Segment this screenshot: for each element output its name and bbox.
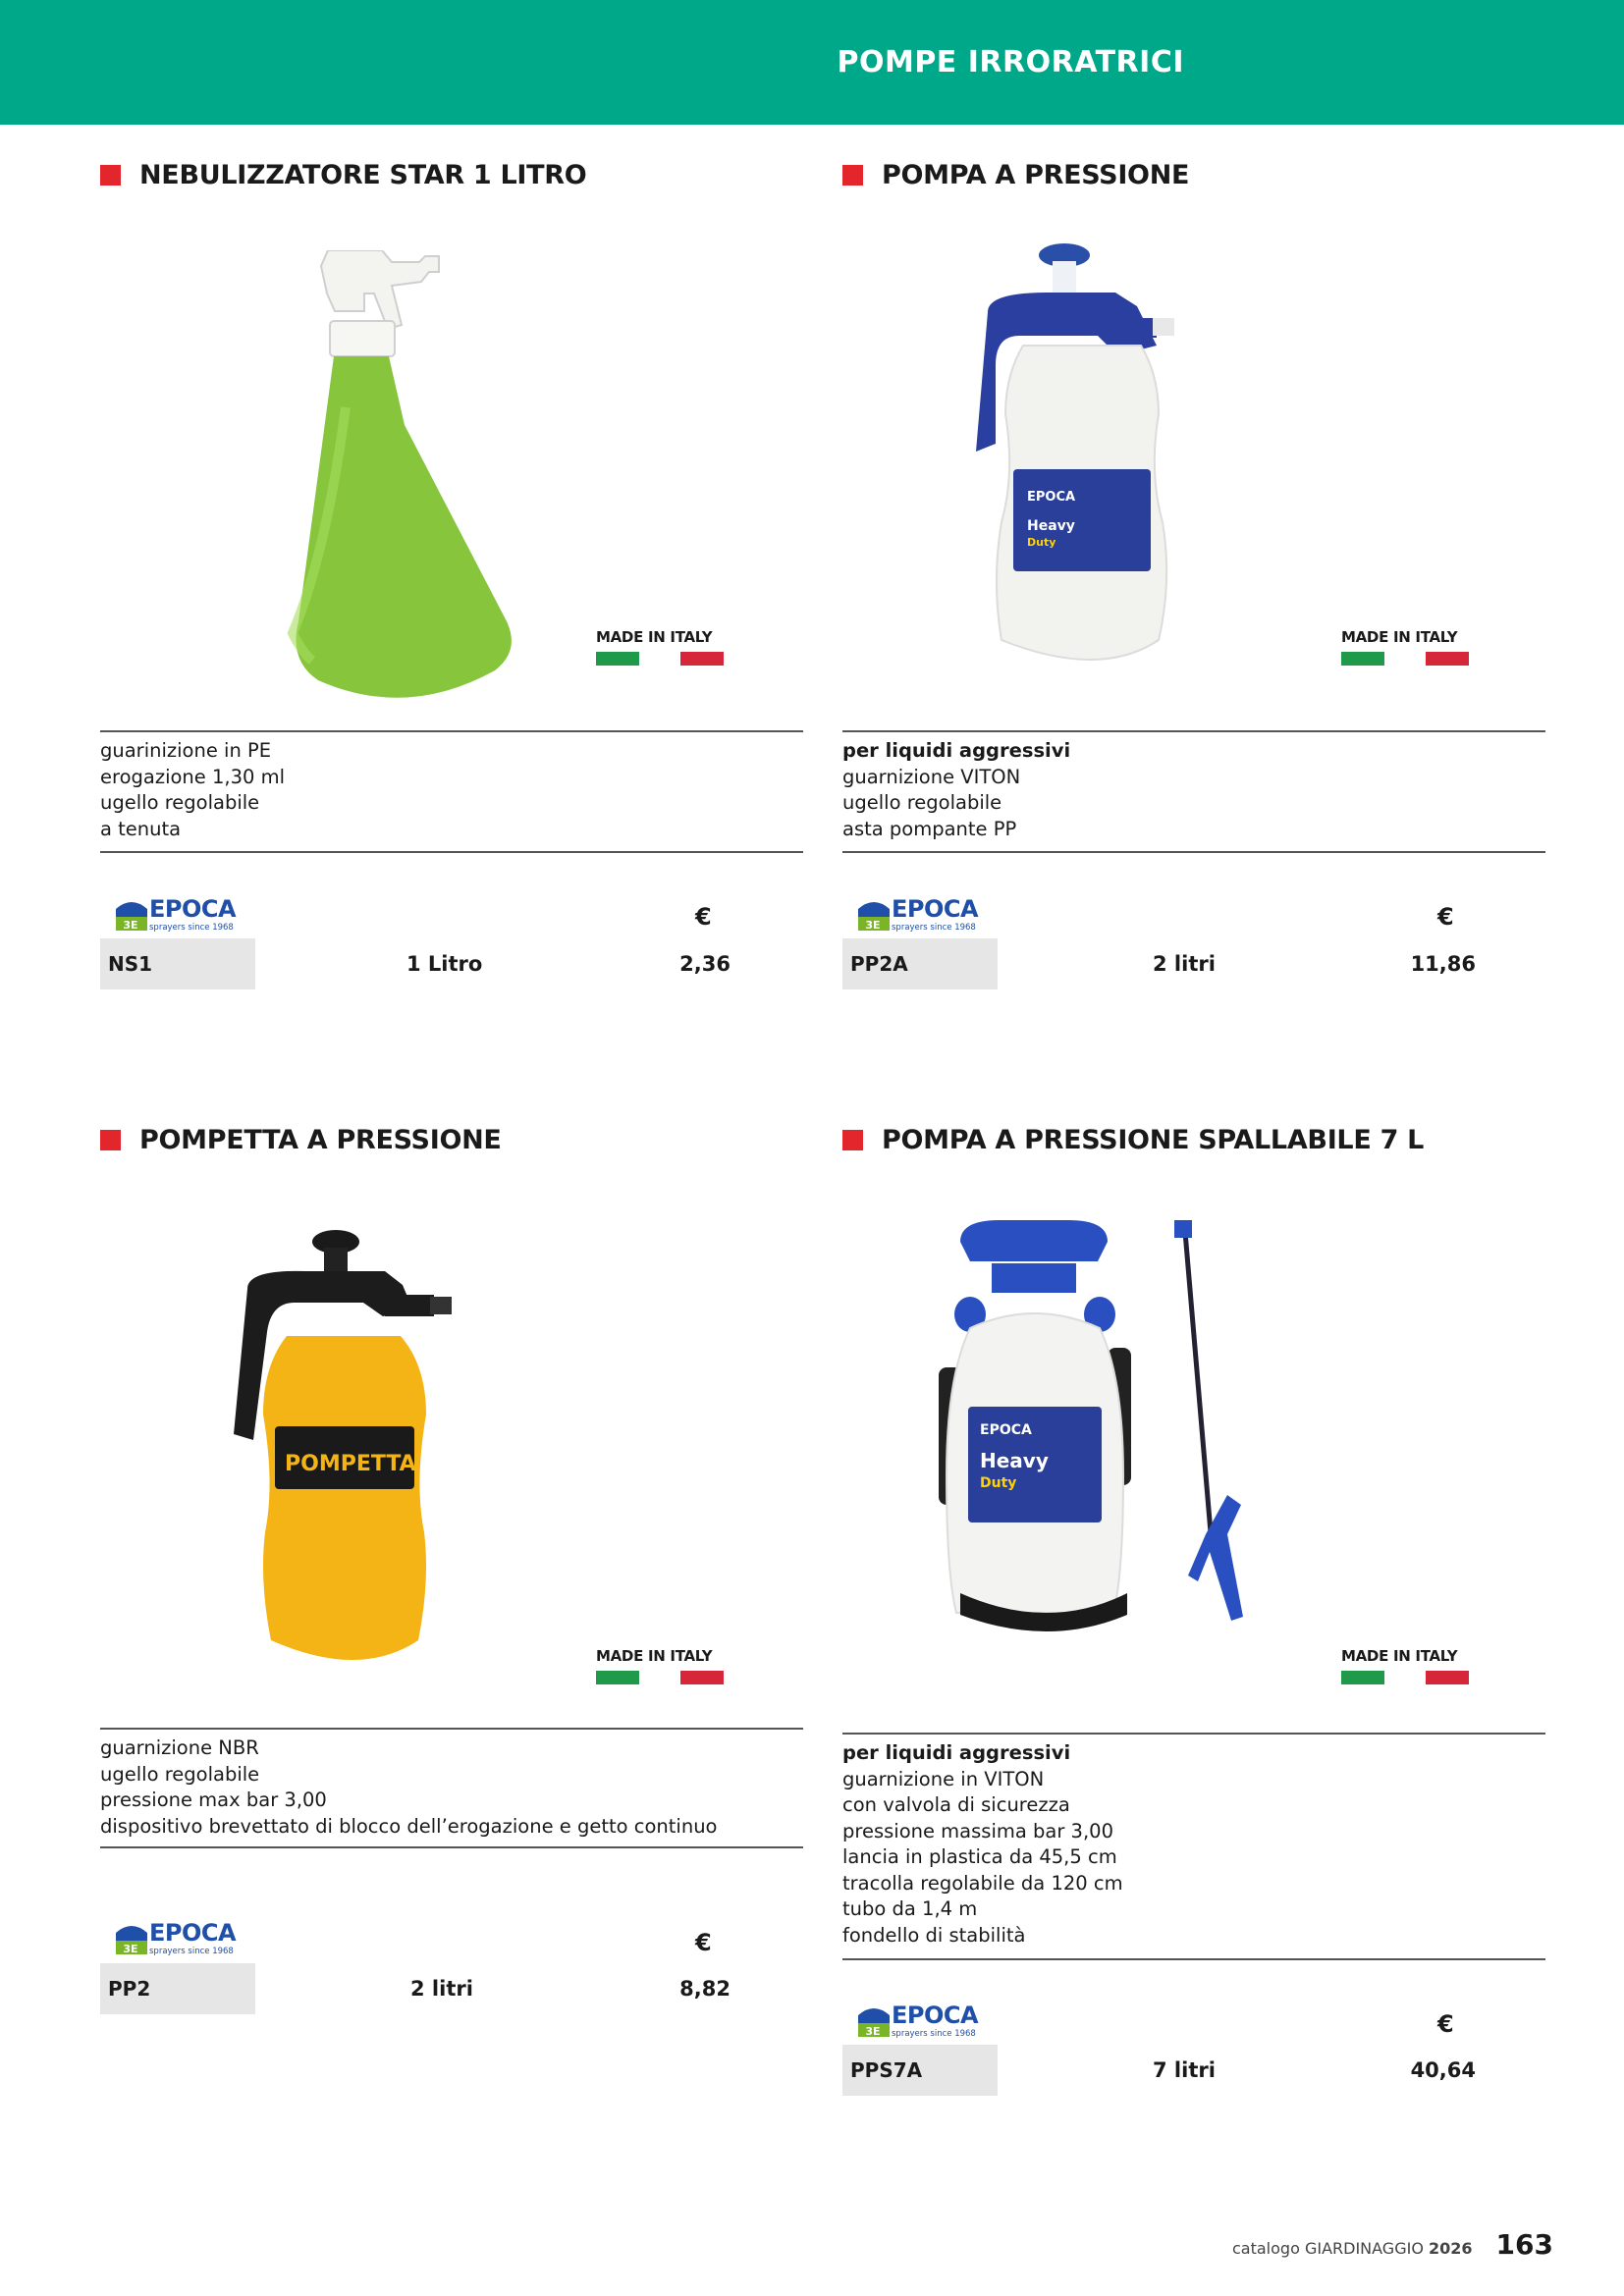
spec-line-highlight: per liquidi aggressivi <box>842 1741 1071 1764</box>
brand-tagline: sprayers since 1968 <box>892 2029 976 2039</box>
made-in-italy-label: MADE IN ITALY <box>596 1647 713 1665</box>
brand-name: EPOCA <box>149 1919 237 1947</box>
page-footer <box>1232 2228 1553 2261</box>
title-bullet <box>842 165 863 186</box>
spec-line: guarinizione in PE <box>100 739 272 762</box>
product-price: 2,36 <box>679 952 731 976</box>
product-price: 40,64 <box>1410 2058 1476 2082</box>
product-specs <box>842 1733 1545 1960</box>
product-card-pps7a <box>842 1122 1545 2104</box>
currency-symbol: € <box>1437 2010 1454 2038</box>
epoca-emblem-icon <box>114 897 147 931</box>
title-bullet <box>100 165 121 186</box>
spec-line: guarnizione in VITON <box>842 1767 1045 1790</box>
product-title-row <box>842 157 1189 192</box>
product-code-box <box>100 938 255 989</box>
bottle-label-epoca: EPOCA <box>980 1422 1032 1438</box>
spec-line: fondello di stabilità <box>842 1923 1026 1947</box>
product-title-row <box>842 1122 1424 1157</box>
spec-line-highlight: per liquidi aggressivi <box>842 739 1071 762</box>
product-size: 7 litri <box>1153 2058 1216 2082</box>
spec-line: erogazione 1,30 ml <box>100 765 286 788</box>
header-bar <box>0 0 1624 125</box>
bottle-label-duty: Duty <box>980 1475 1017 1491</box>
spec-line: guarnizione VITON <box>842 765 1021 788</box>
spec-line: pressione max bar 3,00 <box>100 1789 327 1811</box>
brand-tagline: sprayers since 1968 <box>892 923 976 933</box>
spec-line: pressione massima bar 3,00 <box>842 1819 1113 1842</box>
product-card-ns1 <box>100 157 803 1001</box>
currency-symbol: € <box>1437 903 1454 931</box>
spec-line: ugello regolabile <box>100 791 260 814</box>
product-specs <box>842 730 1545 853</box>
spec-line: asta pompante PP <box>842 817 1017 840</box>
epoca-logo <box>856 895 984 934</box>
catalog-year: 2026 <box>1429 2239 1473 2258</box>
brand-name: EPOCA <box>892 2002 979 2029</box>
product-title-row <box>100 1122 502 1157</box>
brand-tagline: sprayers since 1968 <box>149 923 234 933</box>
made-in-italy-badge <box>1341 1647 1469 1684</box>
brand-tagline: sprayers since 1968 <box>149 1947 234 1956</box>
spec-line: tubo da 1,4 m <box>842 1897 978 1920</box>
epoca-badge: 3E <box>865 2025 881 2037</box>
spec-line: ugello regolabile <box>100 1762 260 1786</box>
bottle-label-heavy: Heavy <box>1027 518 1075 534</box>
product-code: NS1 <box>108 952 153 976</box>
page-title: POMPE IRRORATRICI <box>837 45 1184 80</box>
epoca-badge: 3E <box>865 919 881 931</box>
spec-line: dispositivo brevettato di blocco dell’erogazione e getto continuo <box>100 1814 718 1838</box>
italy-flag-green <box>596 1671 639 1684</box>
product-title-row <box>100 157 586 192</box>
pressure-sprayer-blue-image <box>970 243 1245 685</box>
italy-flag-red <box>680 652 724 666</box>
bottle-label-epoca: EPOCA <box>1027 490 1076 505</box>
product-title: POMPETTA A PRESSIONE <box>139 1124 502 1155</box>
epoca-logo <box>114 895 242 934</box>
epoca-emblem-icon <box>856 897 890 931</box>
italy-flag-green <box>596 652 639 666</box>
page-number: 163 <box>1495 2228 1553 2261</box>
product-title: POMPA A PRESSIONE <box>882 159 1190 190</box>
spec-line: lancia in plastica da 45,5 cm <box>842 1845 1117 1868</box>
product-card-pp2a <box>842 157 1545 1001</box>
product-size: 2 litri <box>410 1977 473 2001</box>
product-code-box <box>100 1963 255 2014</box>
product-price: 11,86 <box>1410 952 1476 976</box>
title-bullet <box>842 1130 863 1150</box>
made-in-italy-badge <box>596 1647 724 1684</box>
backpack-sprayer-image <box>931 1220 1284 1672</box>
epoca-logo <box>856 2002 984 2041</box>
catalog-title: GIARDINAGGIO <box>1304 2239 1424 2258</box>
made-in-italy-badge <box>596 628 724 666</box>
bottle-label-duty: Duty <box>1027 536 1056 549</box>
product-size: 1 Litro <box>406 952 483 976</box>
product-code: PPS7A <box>850 2058 923 2082</box>
spec-line: con valvola di sicurezza <box>842 1793 1070 1816</box>
product-title: NEBULIZZATORE STAR 1 LITRO <box>139 159 587 190</box>
product-card-pp2 <box>100 1122 803 2025</box>
epoca-emblem-icon <box>856 2003 890 2037</box>
title-bullet <box>100 1130 121 1150</box>
brand-name: EPOCA <box>892 895 979 923</box>
italy-flag-green <box>1341 652 1384 666</box>
made-in-italy-badge <box>1341 628 1469 666</box>
epoca-emblem-icon <box>114 1921 147 1954</box>
made-in-italy-label: MADE IN ITALY <box>596 628 713 646</box>
currency-symbol: € <box>695 1929 712 1956</box>
product-size: 2 litri <box>1153 952 1216 976</box>
product-code: PP2A <box>850 952 908 976</box>
product-code: PP2 <box>108 1977 151 2001</box>
spec-line: tracolla regolabile da 120 cm <box>842 1871 1123 1895</box>
product-code-box <box>842 2045 998 2096</box>
product-specs <box>100 1728 803 1848</box>
italy-flag-red <box>680 1671 724 1684</box>
currency-symbol: € <box>695 903 712 931</box>
epoca-badge: 3E <box>123 1943 138 1954</box>
italy-flag-red <box>1426 1671 1469 1684</box>
product-price: 8,82 <box>679 1977 731 2001</box>
made-in-italy-label: MADE IN ITALY <box>1341 1647 1458 1665</box>
italy-flag-red <box>1426 652 1469 666</box>
catalog-prefix: catalogo <box>1232 2239 1300 2258</box>
spec-line: guarnizione NBR <box>100 1736 259 1759</box>
spec-line: a tenuta <box>100 817 182 840</box>
bottle-label-heavy: Heavy <box>980 1449 1049 1472</box>
bottle-label-pompetta: POMPETTA <box>285 1452 416 1476</box>
pressure-sprayer-yellow-image <box>228 1230 542 1701</box>
spec-line: ugello regolabile <box>842 791 1002 814</box>
product-code-box <box>842 938 998 989</box>
made-in-italy-label: MADE IN ITALY <box>1341 628 1458 646</box>
product-specs <box>100 730 803 853</box>
brand-name: EPOCA <box>149 895 237 923</box>
epoca-logo <box>114 1919 242 1958</box>
product-title: POMPA A PRESSIONE SPALLABILE 7 L <box>882 1124 1425 1155</box>
catalog-name <box>1232 2239 1473 2258</box>
italy-flag-green <box>1341 1671 1384 1684</box>
epoca-badge: 3E <box>123 919 138 931</box>
